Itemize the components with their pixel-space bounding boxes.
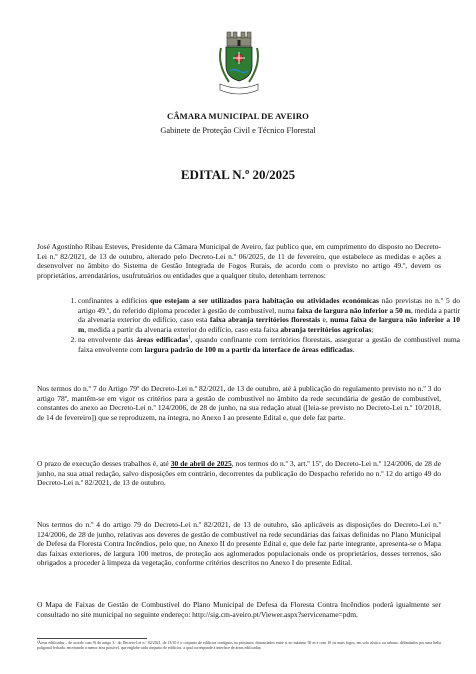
department-name: Gabinete de Proteção Civil e Técnico Florestal [160, 126, 316, 135]
map-annex-paragraph: Nos termos do n.º 4 do artigo 79 do Decreto-Lei n.º 82/2021, de 13 de outubro, são aplicáveis as disposições do Decreto-Lei n.º 124/2006, de 28 de junho, relativas aos deveres de gestão de combustível na rede secundárias das faixas definidas no Plano Municipal de Defesa da Floresta Contra Incêndios, pelo que, no Anexo II do presente Edital e, que dele faz parte integrante, apresenta-se o Mapa das faixas exteriores, de largura 100 metros, de proteção aos aglomerados populacionais onde os proprietários, desses terrenos, são obrigados a proceder à limpeza da vegetação, conforme critérios descritos no Anexo I do presente Edital. [37, 520, 441, 568]
document-title: EDITAL N.º 20/2025 [180, 167, 296, 182]
list-item: 1. confinantes a edifícios que estejam a ser utilizados para habitação ou atividades económicas não previstas no n.º 5 do artigo 49.º, do referido diploma proceder à gestão de combustível, numa faixa de largura não inferior a 50 m, medida a partir da alvenaria exterior do edifício, caso esta faixa abranja territórios florestais e, numa faixa de largura não inferior a 10 m, medida a partir da alvenaria exterior do edifício, caso esta faixa abranja territórios agrícolas; [78, 296, 460, 334]
footnote-divider [37, 638, 147, 639]
map-url-link[interactable]: http://sig.cm-aveiro.pt/Viewer.aspx?servicename=pdm. [192, 609, 358, 619]
institution-name: CÂMARA MUNICIPAL DE AVEIRO [167, 111, 309, 121]
map-consult-paragraph: O Mapa de Faixas de Gestão de Combustível do Plano Municipal de Defesa da Floresta Contra Incêndios poderá igualmente ser consultado no site municipal no seguinte endereço: http://sig.cm-aveiro.pt/Viewer.aspx?servicename=pdm. [37, 600, 441, 619]
list-item: 2. na envolvente das áreas edificadas$^1$, quando confinante com territórios florestais, assegurar a gestão de combustível numa faixa envolvente com largura padrão de 100 m a partir da interface de áreas edificadas. [78, 335, 460, 354]
coat-of-arms-icon [212, 30, 266, 98]
footnote: ¹Áreas edificadas – de acordo com 9) do artigo 3.º do Decreto-Lei n.º 82/2021, de 13/10 é o conjunto de edifícios contíguos ou próximos, distanciados entre si no máximo 50 m e com 10 ou mais fogos, em solo rústico ou urbano, delimitados por uma linha poligonal fechada, encerrando a menor área possível, que englobe cada conjunto de edifícios, a qual corresponde à interface de áreas edificadas; [37, 641, 441, 650]
footnote-ref: 1 [188, 335, 191, 341]
deadline-paragraph: O prazo de execução desses trabalhos é, até 30 de abril de 2025, nos termos do n.º 3, art.º 15º, do Decreto-Lei n.º 124/2006, de 28 de junho, na sua atual redação, salvo disposições em contrário, decorrentes da publicação do Despacho referido no n.º 12 do artigo 49 do Decreto-Lei n.º 82/2021, de 13 de outubro. [37, 459, 441, 488]
intro-paragraph: José Agostinho Ribau Esteves, Presidente da Câmara Municipal de Aveiro, faz publico que, em cumprimento do disposto no Decreto-Lei n.º 82/2021, de 13 de outubro, alterado pelo Decreto-Lei n.º 06/2025, de 11 de fevereiro, que estabelece as medidas e ações a desenvolver no âmbito do Sistema de Gestão Integrada de Fogos Rurais, de acordo com o previsto no artigo 49.º, devem os proprietários, arrendatários, usufrutuários ou entidades que a qualquer título, detenham terrenos: [37, 242, 441, 280]
obligations-list [58, 296, 460, 356]
legal-criteria-paragraph: Nos termos do n.º 7 do Artigo 79º do Decreto-Lei n.º 82/2021, de 13 de outubro, até à publicação do regulamento previsto no n.º 3 do artigo 78º, mantêm-se em vigor os critérios para a gestão de combustível no âmbito da rede secundária de gestão de combustível, constantes do anexo ao Decreto-Lei n.º 124/2006, de 28 de junho, na sua redação atual ([leia-se previsto no Decreto-Lei n.º 10/2018, de 14 de fevereiro]) que se reproduzem, na íntegra, no Anexo I ao presente Edital e, que dele faz parte. [37, 384, 441, 422]
deadline-date: 30 de abril de 2025 [170, 459, 232, 468]
